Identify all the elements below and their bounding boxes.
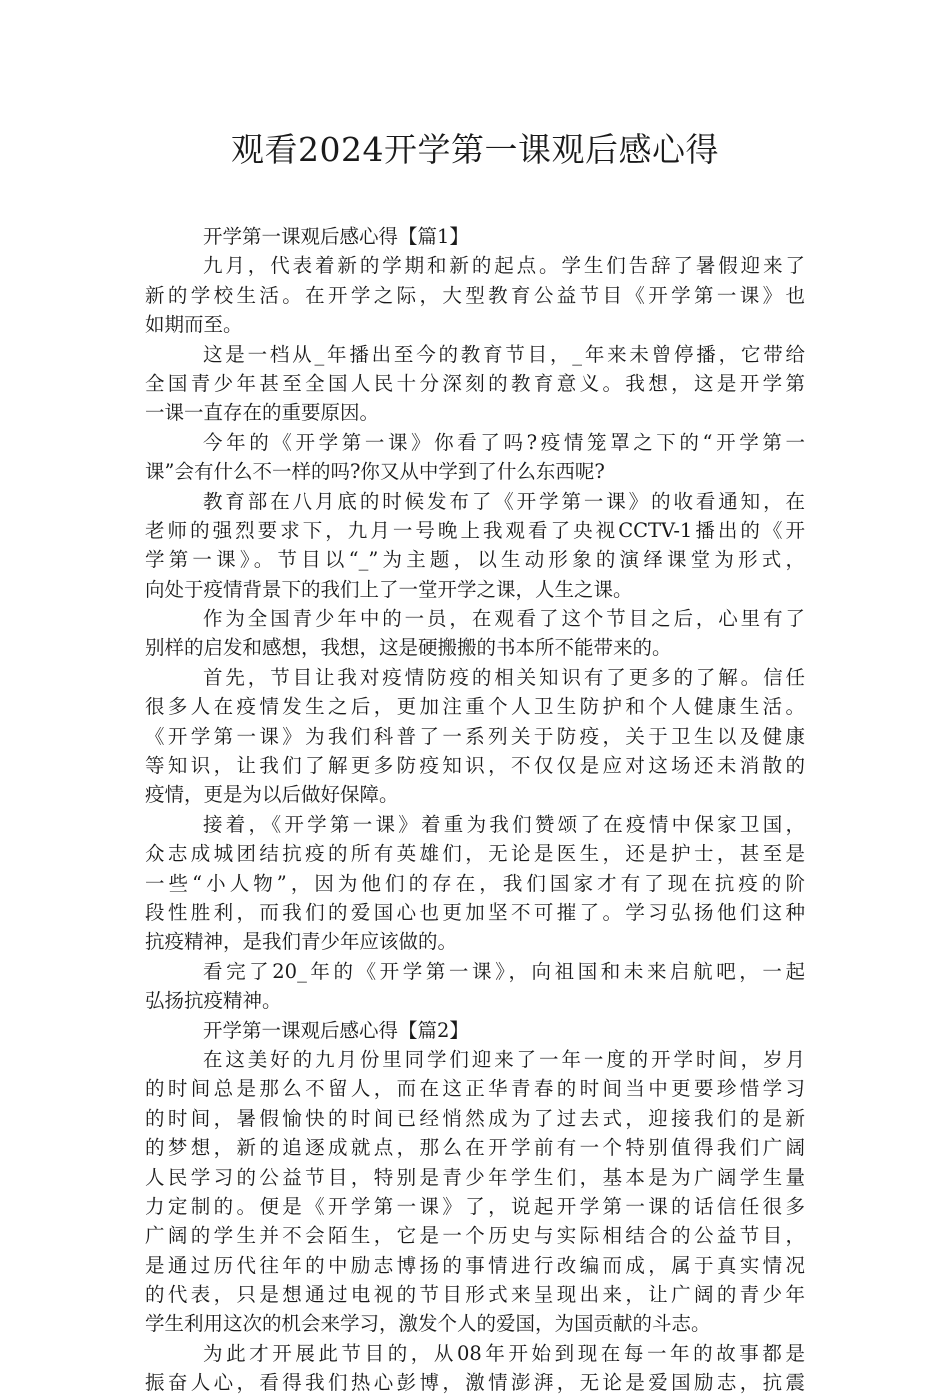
text-line: 振奋人心，看得我们热心彭博，激情澎湃，无论是爱国励志，抗震: [145, 1371, 805, 1395]
document-body: [145, 222, 805, 1398]
text-line: 力定制的。便是《开学第一课》了，说起开学第一课的话信任很多: [145, 1194, 805, 1218]
text-line: 很多人在疫情发生之后，更加注重个人卫生防护和个人健康生活。: [145, 695, 805, 719]
text-line: 接着，《开学第一课》着重为我们赞颂了在疫情中保家卫国，: [203, 812, 805, 836]
text-line: 的时间总是那么不留人，而在这正华青春的时间当中更要珍惜学习: [145, 1077, 805, 1101]
text-line: 段性胜利，而我们的爱国心也更加坚不可摧了。学习弘扬他们这种: [145, 900, 805, 924]
text-line: 作为全国青少年中的一员，在观看了这个节目之后，心里有了: [203, 607, 805, 631]
text-line: 广阔的学生并不会陌生，它是一个历史与实际相结合的公益节目，: [145, 1224, 805, 1248]
text-line: 弘扬抗疫精神。: [145, 989, 282, 1013]
text-line: 别样的启发和感想，我想，这是硬搬搬的书本所不能带来的。: [145, 636, 672, 660]
text-line: 新的学校生活。在开学之际，大型教育公益节目《开学第一课》也: [145, 283, 805, 307]
text-line: 开学第一课观后感心得【篇2】: [203, 1018, 469, 1042]
text-line: 等知识，让我们了解更多防疫知识，不仅仅是应对这场还未消散的: [145, 754, 805, 778]
document-title: 观看2024开学第一课观后感心得: [231, 130, 719, 169]
text-line: 为此才开展此节目的，从08年开始到现在每一年的故事都是: [203, 1341, 805, 1365]
text-line: 看完了20_年的《开学第一课》，向祖国和未来启航吧，一起: [203, 959, 805, 983]
text-line: 学生利用这次的机会来学习，激发个人的爱国，为国贡献的斗志。: [145, 1312, 711, 1336]
text-line: 如期而至。: [145, 313, 243, 337]
text-line: 向处于疫情背景下的我们上了一堂开学之课，人生之课。: [145, 577, 633, 601]
text-line: 人民学习的公益节目，特别是青少年学生们，基本是为广阔学生量: [145, 1165, 805, 1189]
text-line: 开学第一课观后感心得【篇1】: [203, 225, 469, 248]
text-line: 是通过历代往年的中励志博扬的事情进行改编而成，属于真实情况: [145, 1253, 805, 1277]
text-line: 这是一档从_年播出至今的教育节目，_年来未曾停播，它带给: [203, 342, 805, 366]
text-line: 学第一课》。节目以“_”为主题，以生动形象的演绎课堂为形式，: [145, 548, 805, 572]
text-line: 众志成城团结抗疫的所有英雄们，无论是医生，还是护士，甚至是: [145, 842, 805, 866]
text-line: 九月，代表着新的学期和新的起点。学生们告辞了暑假迎来了: [203, 254, 805, 278]
text-line: 教育部在八月底的时候发布了《开学第一课》的收看通知，在: [203, 489, 805, 513]
text-line: 今年的《开学第一课》你看了吗?疫情笼罩之下的“开学第一: [203, 430, 805, 454]
text-line: 一些“小人物”，因为他们的存在，我们国家才有了现在抗疫的阶: [145, 871, 805, 895]
text-line: 老师的强烈要求下，九月一号晚上我观看了央视CCTV-1播出的《开: [145, 518, 805, 542]
text-line: 的时间，暑假愉快的时间已经悄然成为了过去式，迎接我们的是新: [145, 1106, 805, 1130]
text-line: 的梦想，新的追逐成就点，那么在开学前有一个特别值得我们广阔: [145, 1136, 805, 1160]
text-line: 课”会有什么不一样的吗?你又从中学到了什么东西呢?: [145, 460, 605, 484]
text-line: 《开学第一课》为我们科普了一系列关于防疫，关于卫生以及健康: [145, 724, 805, 748]
text-line: 首先，节目让我对疫情防疫的相关知识有了更多的了解。信任: [203, 665, 805, 689]
text-line: 疫情，更是为以后做好保障。: [145, 783, 399, 807]
text-line: 在这美好的九月份里同学们迎来了一年一度的开学时间，岁月: [203, 1047, 805, 1071]
text-line: 全国青少年甚至全国人民十分深刻的教育意义。我想，这是开学第: [145, 371, 805, 395]
text-line: 抗疫精神，是我们青少年应该做的。: [145, 930, 458, 954]
text-line: 的代表，只是想通过电视的节目形式来呈现出来，让广阔的青少年: [145, 1283, 805, 1307]
text-line: 一课一直存在的重要原因。: [145, 401, 380, 425]
